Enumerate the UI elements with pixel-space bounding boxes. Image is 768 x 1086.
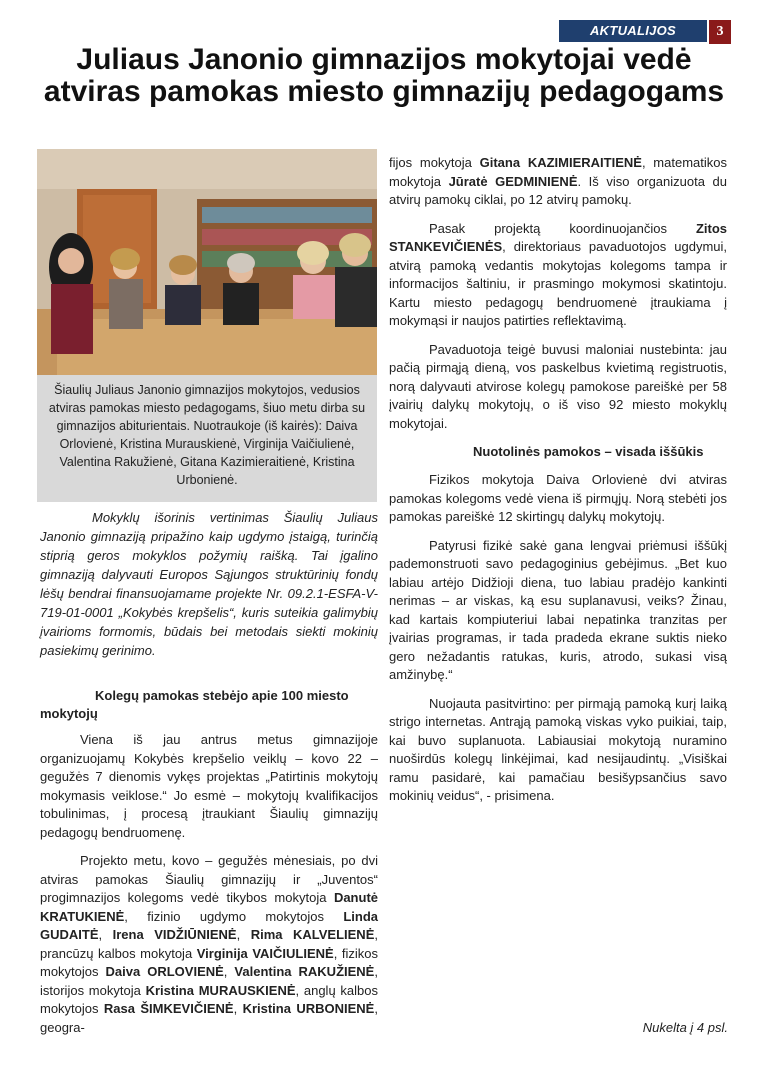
paragraph: fijos mokytoja Gitana KAZIMIERAITIENĖ, matematikos mokytoja Jūratė GEDMINIENĖ. Iš viso organizuota du atvirų pamokų ciklai, po 12 atvirų pamokų. (389, 155, 727, 207)
paragraph: Pavaduotoja teigė buvusi maloniai nustebinta: jau pačią pirmąją dieną, vos paskelbus kvietimą registruotis, norą dalyvauti atvirose kolegų pamokose pareiškė per 58 įvairių dalykų mokytojų, o iš viso 92 miesto mokyklų mokytojai. (389, 341, 727, 431)
photo-caption: Šiaulių Juliaus Janonio gimnazijos mokytojos, vedusios atviras pamokas miesto pedagogams, šiuo metu dirba su gimnazijos abiturientais. Nuotraukoje (iš kairės): Daiva Orlovienė, Kristina Murauskienė, Virginija Vaičiulienė, Valentina Rakužienė, Gitana Kazimieraitienė, Kristina Urbonienė. (37, 375, 377, 502)
left-column (40, 731, 378, 1047)
article-photo (37, 149, 377, 375)
paragraph: Patyrusi fizikė sakė gana lengvai priėmusi iššūkį pademonstruoti savo pedagoginius gebėjimus. „Bet kuo labiau artėjo Didžioji diena, tuo labiau pradėjo kankinti nerimas – ar viskas, ką esu suplanavusi, veiks? Žinau, kad kartais kompiuteriui labai nepatinka tranzitas per įvairias programas, ir tada pradeda ekrane suktis nieko gero nežadantis ratukas, kuris, atrodo, sukasi visą amžinybę.“ (389, 537, 727, 682)
subheading-colleagues: Kolegų pamokas stebėjo apie 100 miesto mokytojų (40, 688, 349, 721)
article-title: Juliaus Janonio gimnazijos mokytojai vedė atviras pamokas miesto gimnazijų pedagogams (43, 43, 725, 108)
paragraph: Fizikos mokytoja Daiva Orlovienė dvi atviras pamokas kolegoms vedė viena iš pirmųjų. Norą stebėti jos pamokas pareiškė 12 skirtingų dalykų mokytojų. (389, 472, 727, 524)
paragraph: Nuojauta pasitvirtino: per pirmąją pamoką kurį laiką strigo internetas. Antrąją pamoką viskas vyko puikiai, taip, kai buvo suplanuota. Labiausiai mokytoją nuramino nuoširdūs kolegų linkėjimai, kad nesijaudintų. „Visiškai ramu pasidarė, kai pamačiau besišypsančius savo mokinių veidus“, - prisimena. (389, 695, 727, 803)
paragraph: Viena iš jau antrus metus gimnazijoje organizuojamų Kokybės krepšelio veiklų – kovo 22 – gegužės 7 dienomis vykęs projektas „Patirtinis mokytojų mokymasis veiklose.“ Jo esmė – mokytojų kvalifikacijos tobulinimas, į procesą įtraukiant Šiaulių gimnazijų pedagogų bendruomenę. (40, 732, 378, 840)
intro-paragraph: Mokyklų išorinis vertinimas Šiaulių Juliaus Janonio gimnaziją pripažino kaip ugdymo įstaigą, turinčią stiprią geros mokyklos požymių raišką. Tai įgalino gimnaziją dalyvauti Europos Sąjungos struktūrinių fondų lėšų bendrai finansuojamame projekte Nr. 09.2.1-ESFA-V-719-01-0001 „Kokybės krepšelis“, kuris suteikia galimybių įvairioms formomis, būdais bei metodais siekti mokinių pasiekimų gerinimo. (40, 510, 378, 658)
continued-note: Nukelta į 4 psl. (642, 1020, 728, 1035)
page-number: 3 (709, 20, 731, 44)
subheading-remote-lessons: Nuotolinės pamokos – visada iššūkis (473, 444, 704, 459)
teachers-photo-illustration (37, 149, 377, 375)
right-column (389, 154, 727, 816)
paragraph: Pasak projektą koordinuojančios Zitos STANKEVIČIENĖS, direktoriaus pavaduotojos ugdymui, atvirą pamoką vedantis mokytojas kolegoms tampa ir informacijos šaltiniu, ir prasmingo mokymosi skatintoju. Kartu miesto pedagogų bendruomenė įtraukiama į mokymąsi ir naujos patirties reflektavimą. (389, 220, 727, 328)
section-label: AKTUALIJOS (559, 20, 707, 42)
paragraph-teachers-list: Projekto metu, kovo – gegužės mėnesiais, po dvi atviras pamokas Šiaulių gimnazijų ir „Juventos“ progimnazijos kolegoms vedė tikybos mokytoja Danutė KRATUKIENĖ, fizinio ugdymo mokytojos Linda GUDAITĖ, Irena VIDŽIŪNIENĖ, Rima KALVELIENĖ, prancūzų kalbos mokytoja Virginija VAIČIULIENĖ, fizikos mokytojos Daiva ORLOVIENĖ, Valentina RAKUŽIENĖ, istorijos mokytoja Kristina MURAUSKIENĖ, anglų kalbos mokytojos Rasa ŠIMKEVIČIENĖ, Kristina URBONIENĖ, geogra- (40, 853, 378, 1035)
